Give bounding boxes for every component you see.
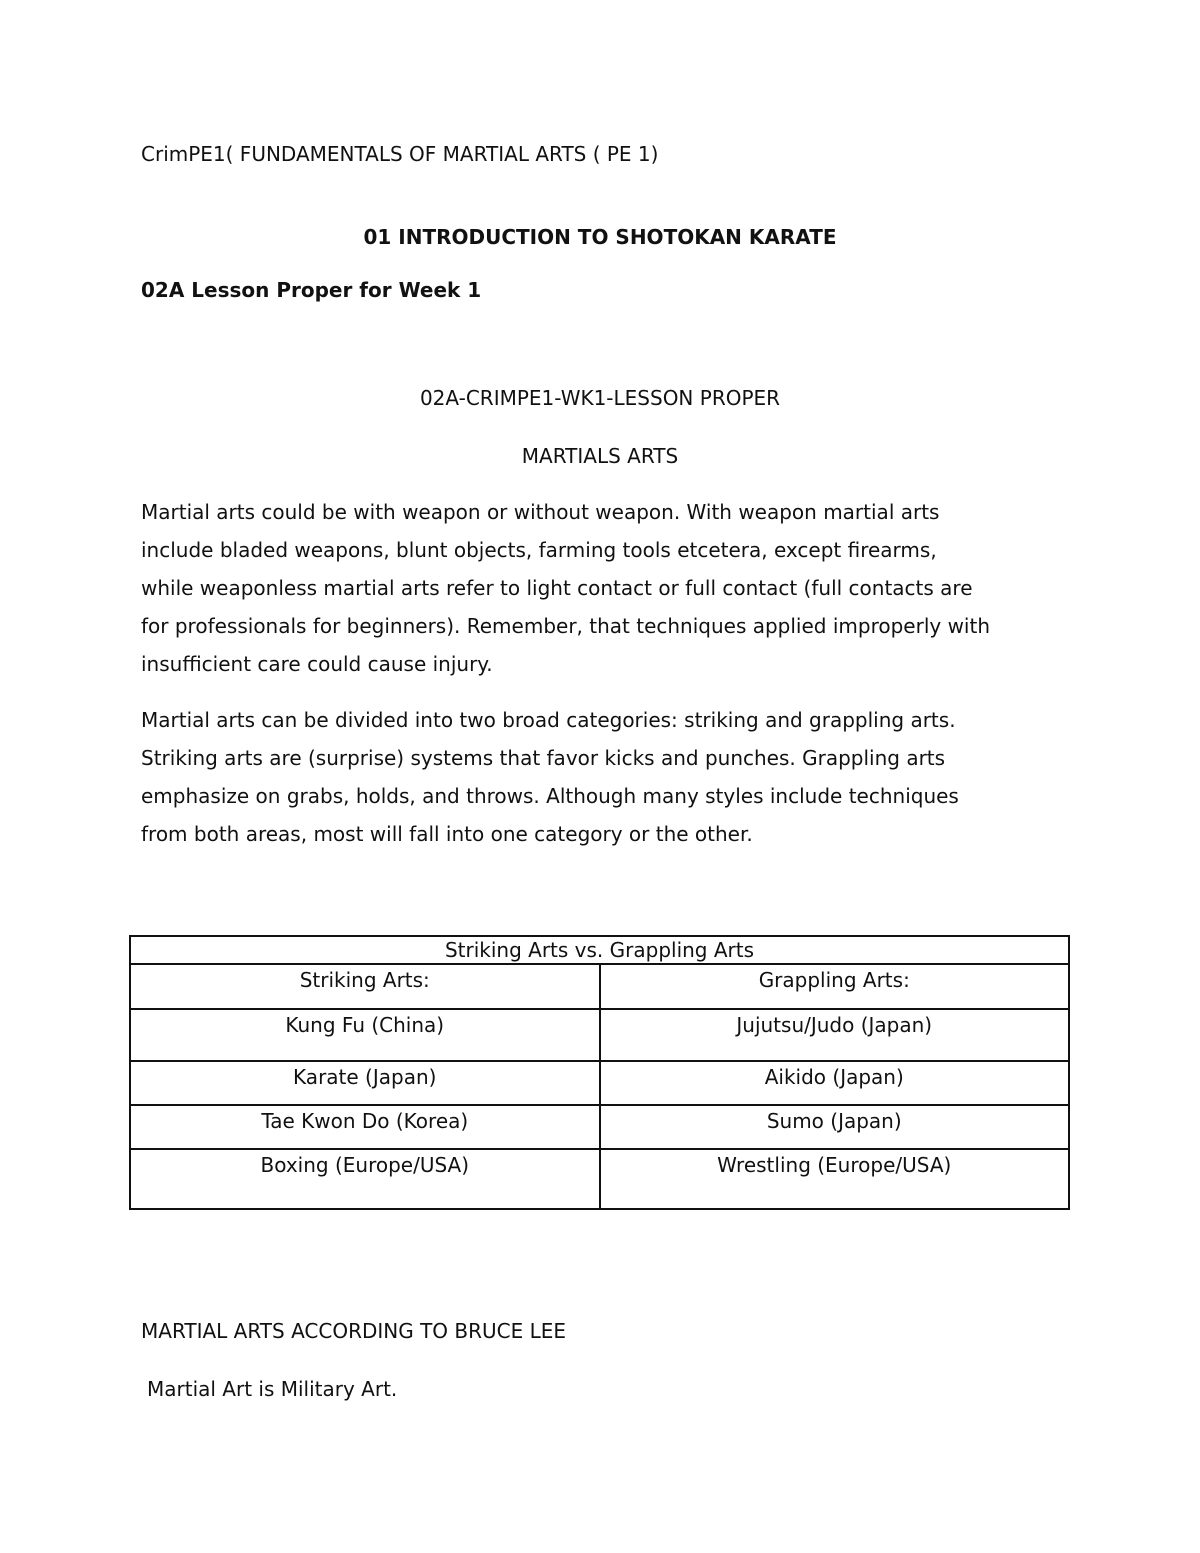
table-cell: Boxing (Europe/USA) [130,1149,600,1209]
paragraph-categories [141,701,1071,853]
lesson-title: 02A Lesson Proper for Week 1 [141,278,482,302]
paragraph-line: while weaponless martial arts refer to light contact or full contact (full contacts are [141,576,973,600]
section-heading: MARTIALS ARTS [521,444,679,468]
paragraph-line: from both areas, most will fall into one category or the other. [141,822,753,846]
paragraph-line: emphasize on grabs, holds, and throws. Although many styles include techniques [141,784,959,808]
table-cell: Kung Fu (China) [130,1009,600,1061]
paragraph-line: Martial arts can be divided into two broad categories: striking and grappling arts. [141,708,956,732]
course-line: CrimPE1( FUNDAMENTALS OF MARTIAL ARTS ( PE 1) [141,142,659,166]
table-header-grappling: Grappling Arts: [600,964,1070,1009]
paragraph-line: for professionals for beginners). Remember, that techniques applied improperly with [141,614,991,638]
table-row [130,1009,1069,1061]
table-caption: Striking Arts vs. Grappling Arts [130,936,1069,964]
table-header-row [130,964,1069,1009]
bruce-lee-heading: MARTIAL ARTS ACCORDING TO BRUCE LEE [141,1319,567,1343]
paragraph-line: Striking arts are (surprise) systems that favor kicks and punches. Grappling arts [141,746,946,770]
table-header-striking: Striking Arts: [130,964,600,1009]
paragraph-weapons [141,493,1071,683]
table-cell: Jujutsu/Judo (Japan) [600,1009,1070,1061]
paragraph-line: Martial arts could be with weapon or without weapon. With weapon martial arts [141,500,940,524]
table-cell: Karate (Japan) [130,1061,600,1105]
striking-vs-grappling-table [129,935,1070,1210]
table-cell: Wrestling (Europe/USA) [600,1149,1070,1209]
doc-code: 02A-CRIMPE1-WK1-LESSON PROPER [419,386,781,410]
paragraph-line: insufficient care could cause injury. [141,652,493,676]
table-row [130,1061,1069,1105]
table-cell: Tae Kwon Do (Korea) [130,1105,600,1149]
bruce-lee-statement: Martial Art is Military Art. [147,1377,398,1401]
table-cell: Aikido (Japan) [600,1061,1070,1105]
module-title: 01 INTRODUCTION TO SHOTOKAN KARATE [363,225,837,249]
table-cell: Sumo (Japan) [600,1105,1070,1149]
paragraph-line: include bladed weapons, blunt objects, farming tools etcetera, except firearms, [141,538,937,562]
table-row [130,1149,1069,1209]
table-row [130,1105,1069,1149]
